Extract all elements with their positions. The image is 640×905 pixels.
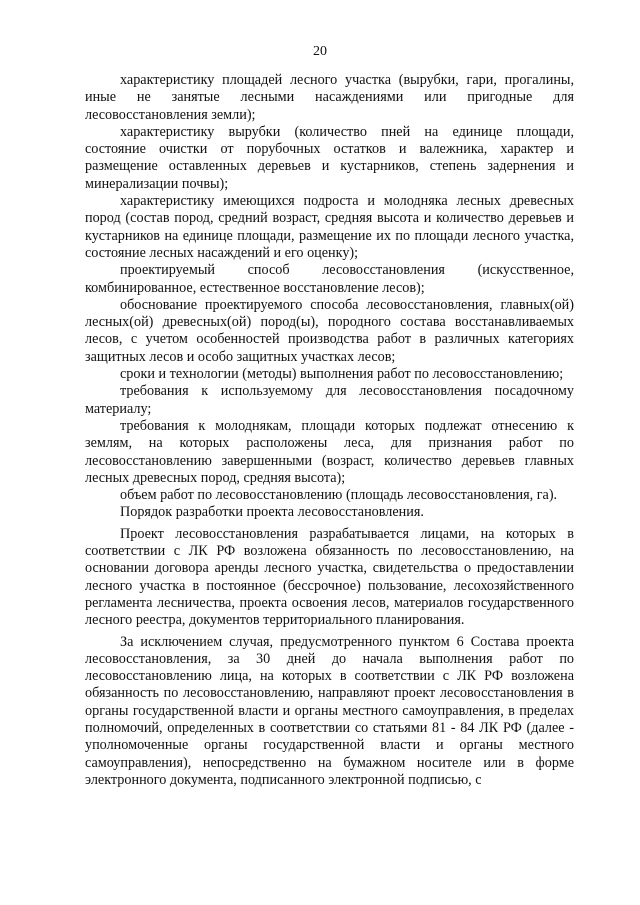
page-number: 20 [313, 44, 327, 59]
paragraph-8: требования к молоднякам, площади которых подлежат отнесению к землям, на которых расположены леса, для признания работ по лесовосстановлению завершенными (возраст, количество деревьев главных лесных древесных пород, средняя высота); [85, 417, 574, 486]
paragraph-11: Проект лесовосстановления разрабатывается лицами, на которых в соответствии с ЛК РФ возложена обязанность по лесовосстановлению, на основании договора аренды лесного участка, свидетельства о предоставлении лесного участка в постоянное (бессрочное) пользование, лесохозяйственного регламента лесничества, проекта освоения лесов, материалов государственного лесного реестра, документов территориального планирования. [85, 525, 574, 629]
paragraph-3: характеристику имеющихся подроста и молодняка лесных древесных пород (состав пород, средний возраст, средняя высота и количество деревьев и кустарников на единице площади, размещение их по площади лесного участка, состояние лесных насаждений и его оценку); [85, 193, 574, 261]
paragraph-1: характеристику площадей лесного участка (вырубки, гари, прогалины, иные не занятые лесными насаждениями или пригодные для лесовосстановления земли); [85, 72, 574, 123]
document-body [85, 72, 574, 789]
paragraph-6: сроки и технологии (методы) выполнения работ по лесовосстановлению; [120, 366, 564, 383]
paragraph-12: За исключением случая, предусмотренного пунктом 6 Состава проекта лесовосстановления, за 30 дней до начала выполнения работ по лесовосстановлению лица, на которых в соответствии с ЛК РФ возложена обязанность по лесовосстановлению, направляют проект лесовосстановления в органы государственной власти и органы местного самоуправления, в пределах полномочий, определенных в соответствии со статьями 81 - 84 ЛК РФ (далее - уполномоченные органы государственной власти и органы местного самоуправления), непосредственно на бумажном носителе или в форме электронного документа, подписанного электронной подписью, с [85, 633, 574, 788]
paragraph-5: обоснование проектируемого способа лесовосстановления, главных(ой) лесных(ой) древесных(ой) пород(ы), породного состава восстанавливаемых лесов, с учетом особенностей производства работ в различных категориях защитных лесов и особо защитных участках лесов; [85, 296, 574, 365]
paragraph-4: проектируемый способ лесовосстановления (искусственное, комбинированное, естественное восстановление лесов); [85, 262, 574, 296]
paragraph-2: характеристику вырубки (количество пней на единице площади, состояние очистки от порубочных остатков и валежника, характер и размещение оставленных деревьев и кустарников, степень задернения и минерализации почвы); [85, 123, 574, 192]
paragraph-10: Порядок разработки проекта лесовосстановления. [120, 504, 424, 521]
paragraph-9: объем работ по лесовосстановлению (площадь лесовосстановления, га). [120, 487, 558, 504]
paragraph-7: требования к используемому для лесовосстановления посадочному материалу; [85, 383, 574, 417]
